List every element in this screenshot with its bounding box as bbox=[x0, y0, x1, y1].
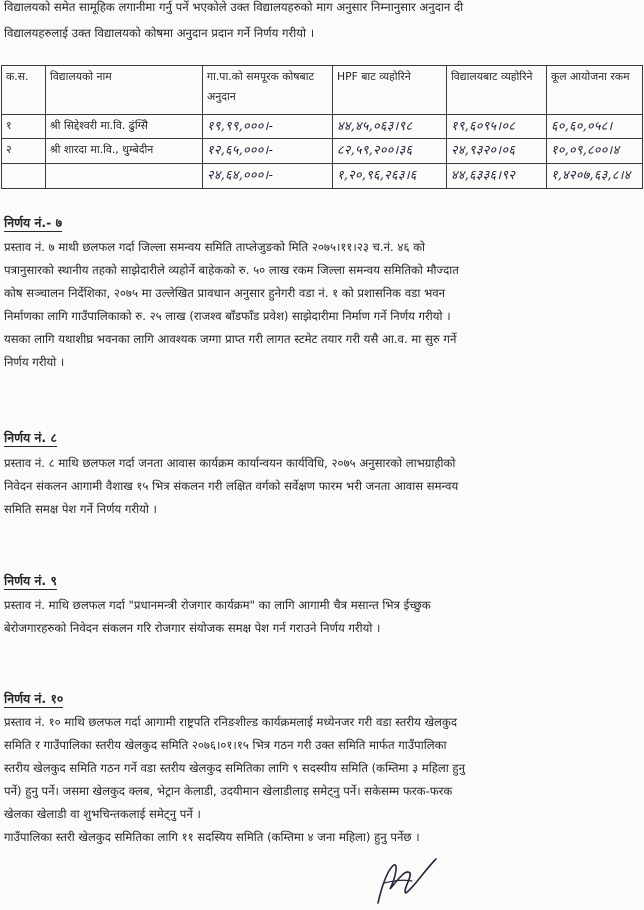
cell-school-name: श्री शारदा मा.वि., थुम्बेदीन bbox=[46, 139, 203, 164]
cell-sn: १ bbox=[2, 114, 46, 139]
cell-total: १०,०९,८००।४ bbox=[547, 139, 643, 164]
decision-9-line: प्रस्ताव नं. माथि छलफल गर्दा "प्रधानमन्त्री रोजगार कार्यक्रम" का लागि आगामी चैत्र मसान्त भित्र ईच्छुक bbox=[4, 598, 431, 612]
decision-heading-text: निर्णय नं. ९ bbox=[4, 573, 57, 588]
decision-8-line: समिति समक्ष पेश गर्ने निर्णय गरीयो । bbox=[4, 502, 157, 516]
decision-10-heading bbox=[4, 690, 63, 708]
decision-10-line: समिति र गाउँपालिका स्तरीय खेलकुद समिति २०७६।०१।१५ भित्र गठन गरी उक्त समिति मार्फत गाउँपालिका bbox=[4, 738, 447, 752]
decision-10-line: पर्ने) हुनु पर्ने। जसमा खेलकुद क्लब, भेट्रान केलाडी, उदयीमान खेलाडीलाइ समेट्नु पर्ने। सकेसम्म फरक-फरक bbox=[4, 784, 453, 798]
decision-10-line: गाउँपालिका स्तरी खेलकुद समितिका लागि ११ सदस्यिय समिति (कम्तिमा ४ जना महिला) हुनु पर्नेछ । bbox=[4, 830, 420, 844]
decision-7-line: यसका लागि यथाशीघ्र भवनका लागि आवश्यक जग्गा प्राप्त गरी लागत स्टमेट तयार गरी यसै आ.व. मा सुरु गर्ने bbox=[4, 332, 457, 346]
cell-total-sum: १,४२०७,६३,८।४ bbox=[547, 164, 643, 189]
table-total-row bbox=[2, 164, 643, 189]
decision-heading-text: निर्णय नं. ८ bbox=[4, 430, 57, 445]
decision-8-line: निवेदन संकलन आगामी वैशाख १५ भित्र संकलन गरी लक्षित वर्गको सर्वेक्षण फारम भरी जनता आवास समन्वय bbox=[4, 479, 459, 493]
cell-school-share: २४,९३२०।०६ bbox=[447, 139, 547, 164]
decision-7-line: निर्णय गरीयो । bbox=[4, 355, 65, 369]
cell-school-share-total: ४४,६३३६।९२ bbox=[447, 164, 547, 189]
cell-municipal-grant: १२,६५,०००।- bbox=[203, 139, 333, 164]
cell-municipal-grant: १९,९९,०००।- bbox=[203, 114, 333, 139]
cell-hpf: ८२,५९,२००।३६ bbox=[333, 139, 447, 164]
decision-heading-text: निर्णय नं.- ७ bbox=[4, 215, 63, 230]
col-header-school-name: विद्यालयको नाम bbox=[46, 66, 203, 115]
grant-table bbox=[1, 65, 643, 189]
decision-10-line: प्रस्ताव नं. १० माथि छलफल गर्दा आगामी राष्ट्रपति रनिङशील्ड कार्यक्रमलाई मध्येनजर गरी वडा स्तरीय खेलकुद bbox=[4, 715, 457, 729]
cell-school-share: १९,६०९५।०८ bbox=[447, 114, 547, 139]
intro-line: विद्यालयको समेत सामूहिक लगानीमा गर्नु पर्ने भएकोले उक्त विद्यालयहरुको माग अनुसार निम्नानुसार अनुदान दी bbox=[4, 0, 464, 14]
col-header-sn: क.स. bbox=[2, 66, 46, 115]
col-header-municipal-grant: गा.पा.को समपूरक कोषबाट अनुदान bbox=[203, 66, 333, 115]
cell-school-name: श्री सिद्देश्वरी मा.वि. ढुंग्सिे bbox=[46, 114, 203, 139]
decision-heading-text: निर्णय नं. १० bbox=[4, 691, 64, 706]
table-header-row bbox=[2, 66, 643, 115]
decision-10-line: खेलका खेलाडी वा शुभचिन्तकलाई समेट्नु पर्ने । bbox=[4, 807, 201, 821]
decision-8-heading bbox=[4, 429, 57, 447]
decision-7-heading bbox=[4, 214, 62, 232]
col-header-total: कूल आयोजना रकम bbox=[547, 66, 643, 115]
decision-9-line: बेरोजगारहरुको निवेदन संकलन गरि रोजगार संयोजक समक्ष पेश गर्न गराउने निर्णय गरीयो । bbox=[4, 621, 381, 635]
cell-total: ६०,६०,०५८। bbox=[547, 114, 643, 139]
table-row bbox=[2, 139, 643, 164]
signature bbox=[372, 855, 442, 907]
decision-9-heading bbox=[4, 572, 57, 590]
decision-10-line: स्तरीय खेलकुद समिति गठन गर्ने वडा स्तरीय खेलकुद समितिका लागि ९ सदस्यीय समिति (कम्तिमा ३ महिला हुनु bbox=[4, 761, 466, 775]
cell-school-name bbox=[46, 164, 203, 189]
cell-municipal-grant-total: २४,६४,०००।- bbox=[203, 164, 333, 189]
cell-hpf: ४४,४५,०६३।९८ bbox=[333, 114, 447, 139]
cell-sn bbox=[2, 164, 46, 189]
decision-7-line: प्रस्ताव नं. ७ माथी छलफल गर्दा जिल्ला समन्वय समिति ताप्लेजुङको मिति २०७५।११।२३ च.नं. ४६ को bbox=[4, 240, 426, 254]
decision-8-line: प्रस्ताव नं. ८ माथि छलफल गर्दा जनता आवास कार्यक्रम कार्यान्वयन कार्यविधि, २०७५ अनुसारको लाभग्राहीको bbox=[4, 456, 456, 470]
decision-7-line: पत्रानुसारको स्थानीय तहको साझेदारीले व्यहोर्ने बाहेकको रु. ५० लाख रकम जिल्ला समन्वय समितिको मौज्दात bbox=[4, 263, 459, 277]
cell-sn: २ bbox=[2, 139, 46, 164]
table-row bbox=[2, 114, 643, 139]
col-header-school-share: विद्यालयबाट व्यहोरिने bbox=[447, 66, 547, 115]
decision-7-line: निर्माणका लागि गाउँपालिकाको रु. २५ लाख (राजश्व बाँडफाँड प्रवेश) साझेदारीमा निर्माण गर्ने निर्णय गरीयो । bbox=[4, 309, 451, 323]
col-header-hpf: HPF बाट व्यहोरिने bbox=[333, 66, 447, 115]
decision-7-line: कोष सञ्चालन निर्देशिका, २०७५ मा उल्लेखित प्रावधान अनुसार हुनेगरी वडा नं. १ को प्रशासनिक वडा भवन bbox=[4, 286, 446, 300]
cell-hpf-total: १,२०,९६,२६३।६ bbox=[333, 164, 447, 189]
intro-line: विद्यालयहरुलाई उक्त विद्यालयको कोषमा अनुदान प्रदान गर्ने निर्णय गरीयो । bbox=[4, 26, 315, 40]
